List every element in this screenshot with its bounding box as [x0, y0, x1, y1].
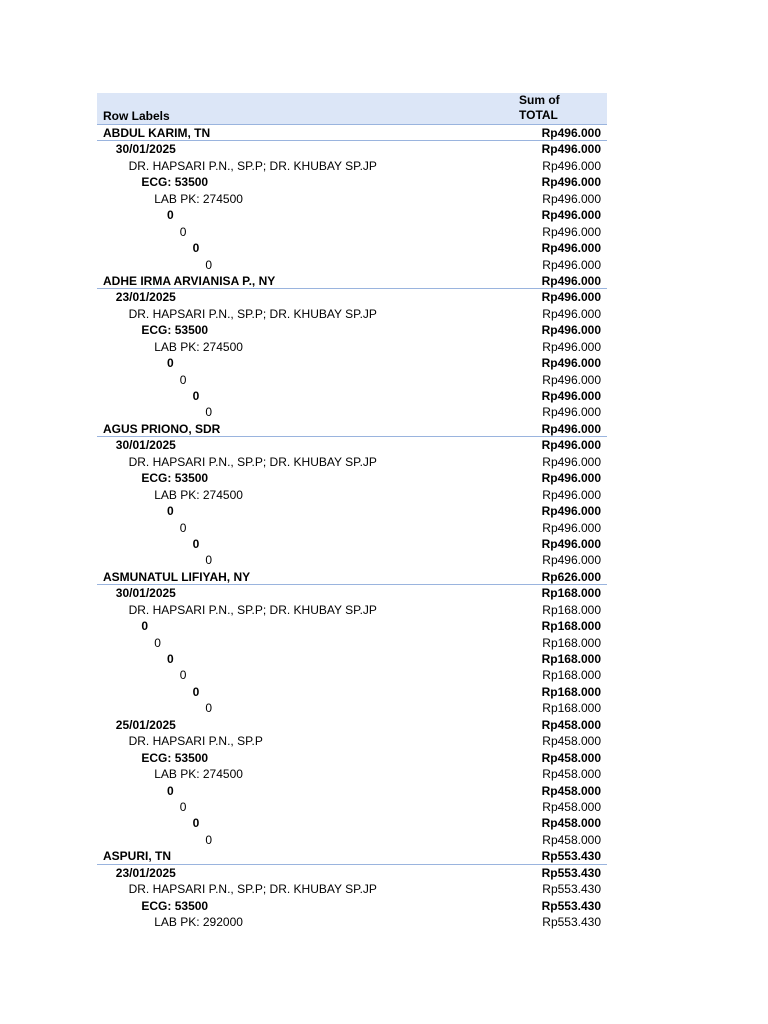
- table-row[interactable]: [97, 717, 607, 733]
- row-value: Rp168.000: [541, 652, 601, 666]
- table-row[interactable]: [97, 224, 607, 240]
- row-label: 0: [205, 257, 213, 272]
- table-row[interactable]: [97, 536, 607, 552]
- row-label: 0: [205, 553, 213, 568]
- row-label: LAB PK: 274500: [154, 487, 243, 502]
- row-label: LAB PK: 274500: [154, 339, 243, 354]
- row-label: AGUS PRIONO, SDR: [103, 421, 221, 436]
- row-label: 0: [192, 684, 200, 699]
- row-value: Rp496.000: [542, 520, 601, 535]
- row-label: LAB PK: 274500: [154, 767, 243, 782]
- pivot-header: [97, 93, 607, 125]
- table-row[interactable]: [97, 898, 607, 914]
- table-row[interactable]: [97, 355, 607, 371]
- table-row[interactable]: [97, 339, 607, 355]
- row-value: Rp496.000: [542, 487, 601, 502]
- row-value: Rp496.000: [542, 158, 601, 173]
- row-label: 0: [179, 799, 187, 814]
- row-value: Rp553.430: [541, 898, 601, 913]
- table-row[interactable]: [97, 454, 607, 470]
- table-row[interactable]: [97, 667, 607, 683]
- row-value: Rp458.000: [541, 783, 601, 798]
- sum-of-total-header[interactable]: [519, 93, 560, 123]
- patient-row[interactable]: [97, 125, 607, 141]
- row-label: 0: [167, 652, 174, 666]
- row-label: LAB PK: 274500: [154, 191, 243, 206]
- row-value: Rp168.000: [542, 668, 601, 683]
- row-value: Rp553.430: [542, 915, 601, 929]
- table-row[interactable]: [97, 372, 607, 388]
- row-value: Rp496.000: [541, 142, 601, 157]
- row-label: 0: [179, 520, 187, 535]
- row-value: Rp496.000: [541, 241, 601, 256]
- row-label: LAB PK: 292000: [154, 915, 243, 929]
- row-value: Rp458.000: [541, 717, 601, 732]
- row-value: Rp496.000: [541, 290, 601, 305]
- row-value: Rp168.000: [542, 635, 601, 650]
- row-label: 0: [167, 504, 174, 519]
- row-label: ECG: 53500: [141, 323, 209, 338]
- row-value: Rp458.000: [541, 750, 601, 765]
- row-label: 0: [205, 701, 213, 716]
- row-value: Rp496.000: [541, 504, 601, 519]
- row-label: 0: [141, 619, 149, 634]
- row-label: 0: [179, 224, 187, 239]
- row-label: 0: [167, 356, 174, 371]
- row-label: 30/01/2025: [115, 438, 176, 453]
- row-label: ASMUNATUL LIFIYAH, NY: [103, 569, 251, 584]
- row-label: ECG: 53500: [141, 175, 209, 190]
- table-row[interactable]: [97, 635, 607, 651]
- row-label: 30/01/2025: [115, 586, 176, 601]
- row-value: Rp496.000: [542, 372, 601, 387]
- row-value: Rp496.000: [541, 421, 601, 436]
- row-value: Rp496.000: [542, 454, 601, 469]
- table-row[interactable]: [97, 503, 607, 519]
- row-value: Rp168.000: [541, 619, 601, 634]
- row-value: Rp168.000: [542, 602, 601, 617]
- table-row[interactable]: [97, 700, 607, 716]
- row-label: 0: [179, 372, 187, 387]
- patient-row[interactable]: [97, 421, 607, 437]
- table-row[interactable]: [97, 306, 607, 322]
- table-row[interactable]: [97, 766, 607, 782]
- table-row[interactable]: [97, 437, 607, 453]
- row-value: Rp496.000: [541, 126, 601, 140]
- sum-header-line2: TOTAL: [519, 108, 558, 122]
- table-row[interactable]: [97, 750, 607, 766]
- row-label: 0: [179, 668, 187, 683]
- row-value: Rp458.000: [542, 734, 601, 749]
- table-row[interactable]: [97, 552, 607, 568]
- row-value: Rp553.430: [541, 865, 601, 880]
- row-label: DR. HAPSARI P.N., SP.P: [128, 734, 263, 749]
- table-row[interactable]: [97, 191, 607, 207]
- table-row[interactable]: [97, 832, 607, 848]
- table-row[interactable]: [97, 257, 607, 273]
- row-label: ABDUL KARIM, TN: [103, 126, 211, 140]
- row-label: ADHE IRMA ARVIANISA P., NY: [103, 273, 276, 288]
- table-row[interactable]: [97, 684, 607, 700]
- row-label: 0: [154, 635, 161, 650]
- row-value: Rp553.430: [542, 882, 601, 897]
- row-value: Rp553.430: [541, 849, 601, 864]
- patient-row[interactable]: [97, 569, 607, 585]
- row-label: ECG: 53500: [141, 471, 209, 486]
- row-value: Rp168.000: [541, 684, 601, 699]
- row-label: DR. HAPSARI P.N., SP.P; DR. KHUBAY SP.JP: [128, 602, 377, 617]
- table-row[interactable]: [97, 815, 607, 831]
- row-label: 0: [192, 241, 200, 256]
- table-row[interactable]: [97, 487, 607, 503]
- table-row[interactable]: [97, 651, 607, 667]
- row-value: Rp496.000: [542, 191, 601, 206]
- row-value: Rp496.000: [541, 389, 601, 403]
- table-row[interactable]: [97, 520, 607, 536]
- row-value: Rp458.000: [542, 799, 601, 814]
- table-row[interactable]: [97, 240, 607, 256]
- row-label: 0: [167, 783, 174, 798]
- table-row[interactable]: [97, 174, 607, 190]
- table-row[interactable]: [97, 733, 607, 749]
- table-row[interactable]: [97, 158, 607, 174]
- table-row[interactable]: [97, 783, 607, 799]
- row-value: Rp496.000: [542, 224, 601, 239]
- row-label: 0: [192, 389, 200, 403]
- row-value: Rp168.000: [541, 586, 601, 601]
- table-row[interactable]: [97, 602, 607, 618]
- row-label: 0: [167, 208, 174, 223]
- table-row[interactable]: [97, 289, 607, 305]
- row-label: DR. HAPSARI P.N., SP.P; DR. KHUBAY SP.JP: [128, 882, 377, 897]
- row-label: 0: [205, 405, 213, 420]
- row-value: Rp496.000: [542, 339, 601, 354]
- table-row[interactable]: [97, 322, 607, 338]
- table-row[interactable]: [97, 585, 607, 601]
- row-labels-header[interactable]: Row Labels: [103, 109, 170, 123]
- row-value: Rp626.000: [541, 569, 601, 584]
- row-value: Rp496.000: [541, 175, 601, 190]
- row-label: 0: [192, 816, 200, 831]
- row-label: DR. HAPSARI P.N., SP.P; DR. KHUBAY SP.JP: [128, 454, 377, 469]
- table-row[interactable]: [97, 618, 607, 634]
- row-value: Rp496.000: [541, 438, 601, 453]
- table-row[interactable]: [97, 881, 607, 897]
- table-row[interactable]: [97, 799, 607, 815]
- table-row[interactable]: [97, 388, 607, 404]
- table-row[interactable]: [97, 141, 607, 157]
- table-row[interactable]: [97, 207, 607, 223]
- row-value: Rp496.000: [541, 323, 601, 338]
- row-label: ASPURI, TN: [103, 849, 172, 864]
- patient-row[interactable]: [97, 848, 607, 864]
- row-label: 25/01/2025: [115, 717, 176, 732]
- table-row[interactable]: [97, 914, 607, 930]
- row-value: Rp168.000: [542, 701, 601, 716]
- row-label: 0: [192, 536, 200, 551]
- row-label: DR. HAPSARI P.N., SP.P; DR. KHUBAY SP.JP: [128, 158, 377, 173]
- pivot-rows: [97, 125, 607, 930]
- pivot-table: [97, 93, 607, 930]
- patient-row[interactable]: [97, 273, 607, 289]
- table-row[interactable]: [97, 470, 607, 486]
- row-label: 0: [205, 832, 213, 847]
- row-label: 23/01/2025: [115, 290, 176, 305]
- row-value: Rp496.000: [541, 536, 601, 551]
- row-label: ECG: 53500: [141, 750, 209, 765]
- row-value: Rp458.000: [542, 767, 601, 782]
- row-value: Rp496.000: [542, 553, 601, 568]
- table-row[interactable]: [97, 404, 607, 420]
- sum-header-line1: Sum of: [519, 93, 560, 107]
- row-value: Rp496.000: [542, 257, 601, 272]
- table-row[interactable]: [97, 865, 607, 881]
- row-value: Rp458.000: [541, 816, 601, 831]
- row-value: Rp496.000: [541, 208, 601, 223]
- row-value: Rp496.000: [541, 471, 601, 486]
- row-value: Rp458.000: [542, 832, 601, 847]
- row-label: DR. HAPSARI P.N., SP.P; DR. KHUBAY SP.JP: [128, 306, 377, 321]
- row-value: Rp496.000: [542, 405, 601, 420]
- row-value: Rp496.000: [542, 306, 601, 321]
- row-label: 30/01/2025: [115, 142, 176, 157]
- row-value: Rp496.000: [541, 273, 601, 288]
- row-label: ECG: 53500: [141, 898, 209, 913]
- row-label: 23/01/2025: [115, 865, 176, 880]
- row-value: Rp496.000: [541, 356, 601, 371]
